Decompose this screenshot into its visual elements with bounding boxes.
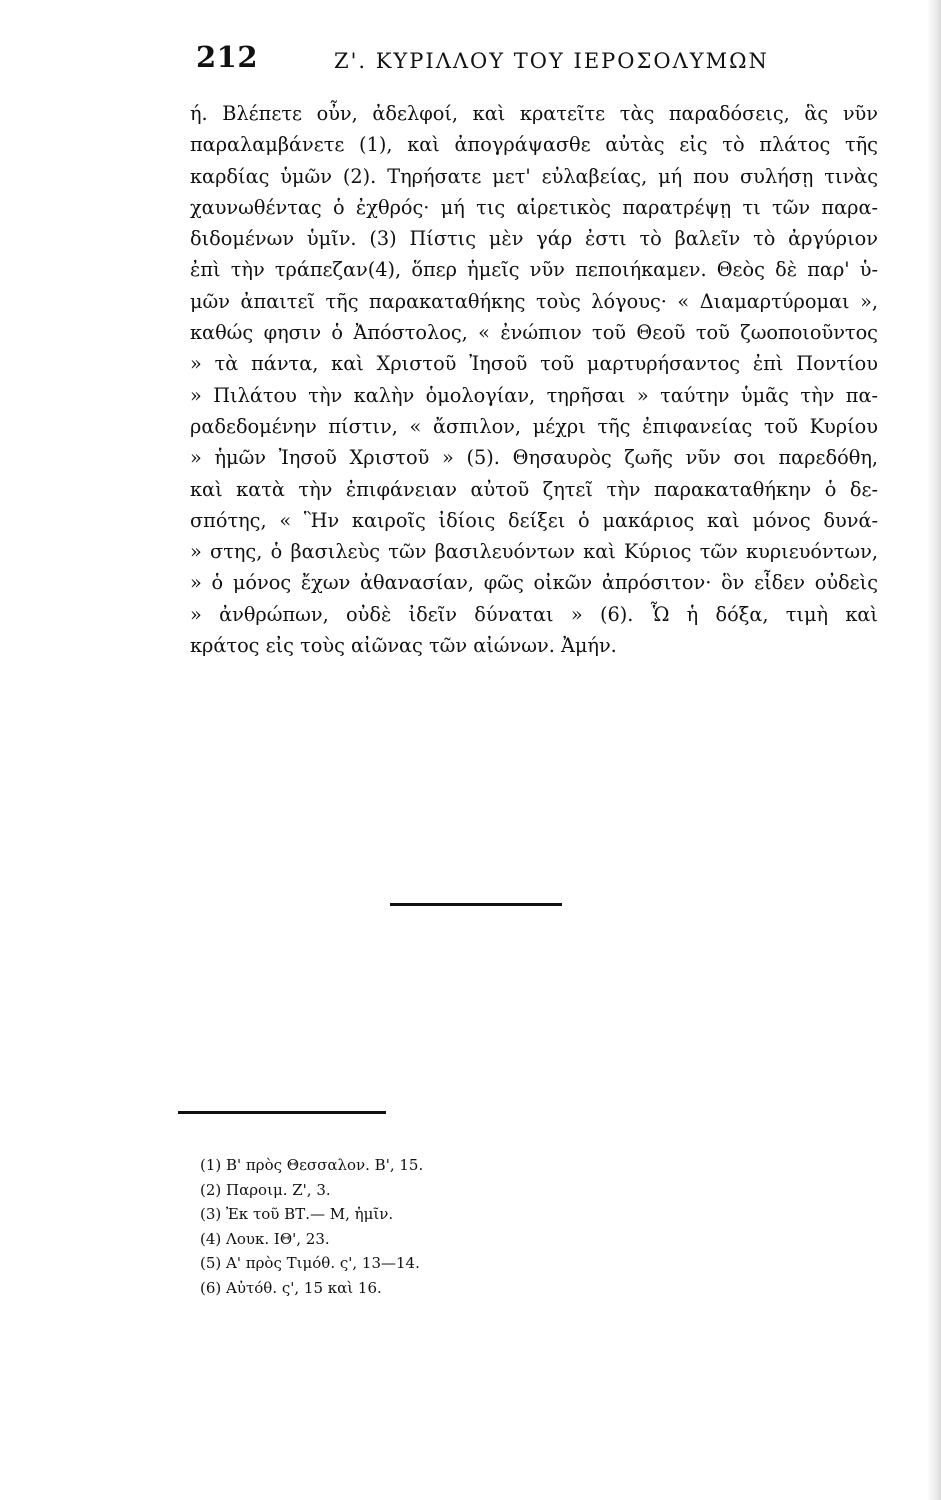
text-line: » ὁ μόνος ἔχων ἀθανασίαν, φῶς οἰκῶν ἀπρόσιτον· ὃν εἶδεν οὐδεὶς: [190, 571, 878, 595]
text-line: » ἀνθρώπων, οὐδὲ ἰδεῖν δύναται » (6). Ὧ ἡ δόξα, τιμὴ καὶ: [190, 602, 878, 626]
text-line: » τὰ πάντα, καὶ Χριστοῦ Ἰησοῦ τοῦ μαρτυρήσαντος ἐπὶ Ποντίου: [190, 352, 878, 376]
body-text: [190, 98, 878, 661]
footnote: (6) Αὐτόθ. ς', 15 καὶ 16.: [200, 1278, 382, 1297]
text-line: » Πιλάτου τὴν καλὴν ὁμολογίαν, τηρῆσαι » ταύτην ὑμᾶς τὴν πα-: [190, 383, 878, 407]
text-line: καρδίας ὑμῶν (2). Τηρήσατε μετ' εὐλαβείας, μή που συλήσῃ τινὰς: [190, 164, 878, 188]
text-line: σπότης, « Ἣν καιροῖς ἰδίοις δείξει ὁ μακάριος καὶ μόνος δυνά-: [190, 508, 878, 532]
footnote: (1) Β' πρὸς Θεσσαλον. Β', 15.: [200, 1156, 424, 1174]
text-line: ἐπὶ τὴν τράπεζαν(4), ὅπερ ἡμεῖς νῦν πεποιήκαμεν. Θεὸς δὲ παρ' ὑ-: [190, 258, 878, 282]
text-line: » στης, ὁ βασιλεὺς τῶν βασιλευόντων καὶ Κύριος τῶν κυριευόντων,: [190, 540, 878, 564]
page-number: 212: [196, 40, 259, 74]
text-line: καθώς φησιν ὁ Ἀπόστολος, « ἐνώπιον τοῦ Θεοῦ τοῦ ζωοποιοῦντος: [190, 321, 878, 345]
footnote: (5) Α' πρὸς Τιμόθ. ς', 13—14.: [200, 1254, 420, 1273]
text-line: ραδεδομένην πίστιν, « ἄσπιλον, μέχρι τῆς ἐπιφανείας τοῦ Κυρίου: [190, 414, 878, 438]
text-line: διδομένων ὑμῖν. (3) Πίστις μὲν γάρ ἐστι τὸ βαλεῖν τὸ ἀργύριον: [190, 227, 878, 251]
page-header: [196, 40, 876, 84]
footnote: (2) Παροιμ. Ζ', 3.: [200, 1180, 331, 1199]
text-line: παραλαμβάνετε (1), καὶ ἀπογράψασθε αὐτὰς εἰς τὸ πλάτος τῆς: [190, 133, 878, 157]
footnote: (4) Λουκ. ΙΘ', 23.: [200, 1229, 330, 1248]
text-line: χαυνωθέντας ὁ ἐχθρός· μή τις αἱρετικὸς παρατρέψῃ τι τῶν παρα-: [190, 195, 878, 219]
text-line: καὶ κατὰ τὴν ἐπιφάνειαν αὐτοῦ ζητεῖ τὴν παρακαταθήκην ὁ δε-: [190, 477, 878, 501]
text-line: ή. Βλέπετε οὖν, ἀδελφοί, καὶ κρατεῖτε τὰς παραδόσεις, ἃς νῦν: [190, 102, 878, 125]
footnote: (3) Ἐκ τοῦ ΒΤ.— Μ, ἡμῖν.: [200, 1205, 394, 1224]
footnotes: [200, 1153, 600, 1301]
footnote-rule: [178, 1111, 386, 1114]
page-edge-shadow: [927, 0, 941, 1500]
text-line-last: κράτος εἰς τοὺς αἰῶνας τῶν αἰώνων. Ἀμήν.: [190, 634, 617, 658]
text-line: μῶν ἀπαιτεῖ τῆς παρακαταθήκης τοὺς λόγους· « Διαμαρτύρομαι »,: [190, 289, 878, 313]
section-separator: [390, 903, 562, 906]
running-title: Ζ'. ΚΥΡΙΛΛΟΥ ΤΟΥ ΙΕΡΟΣΟΛΥΜΩΝ: [334, 49, 769, 73]
text-line: » ἡμῶν Ἰησοῦ Χριστοῦ » (5). Θησαυρὸς ζωῆς νῦν σοι παρεδόθη,: [190, 446, 878, 470]
